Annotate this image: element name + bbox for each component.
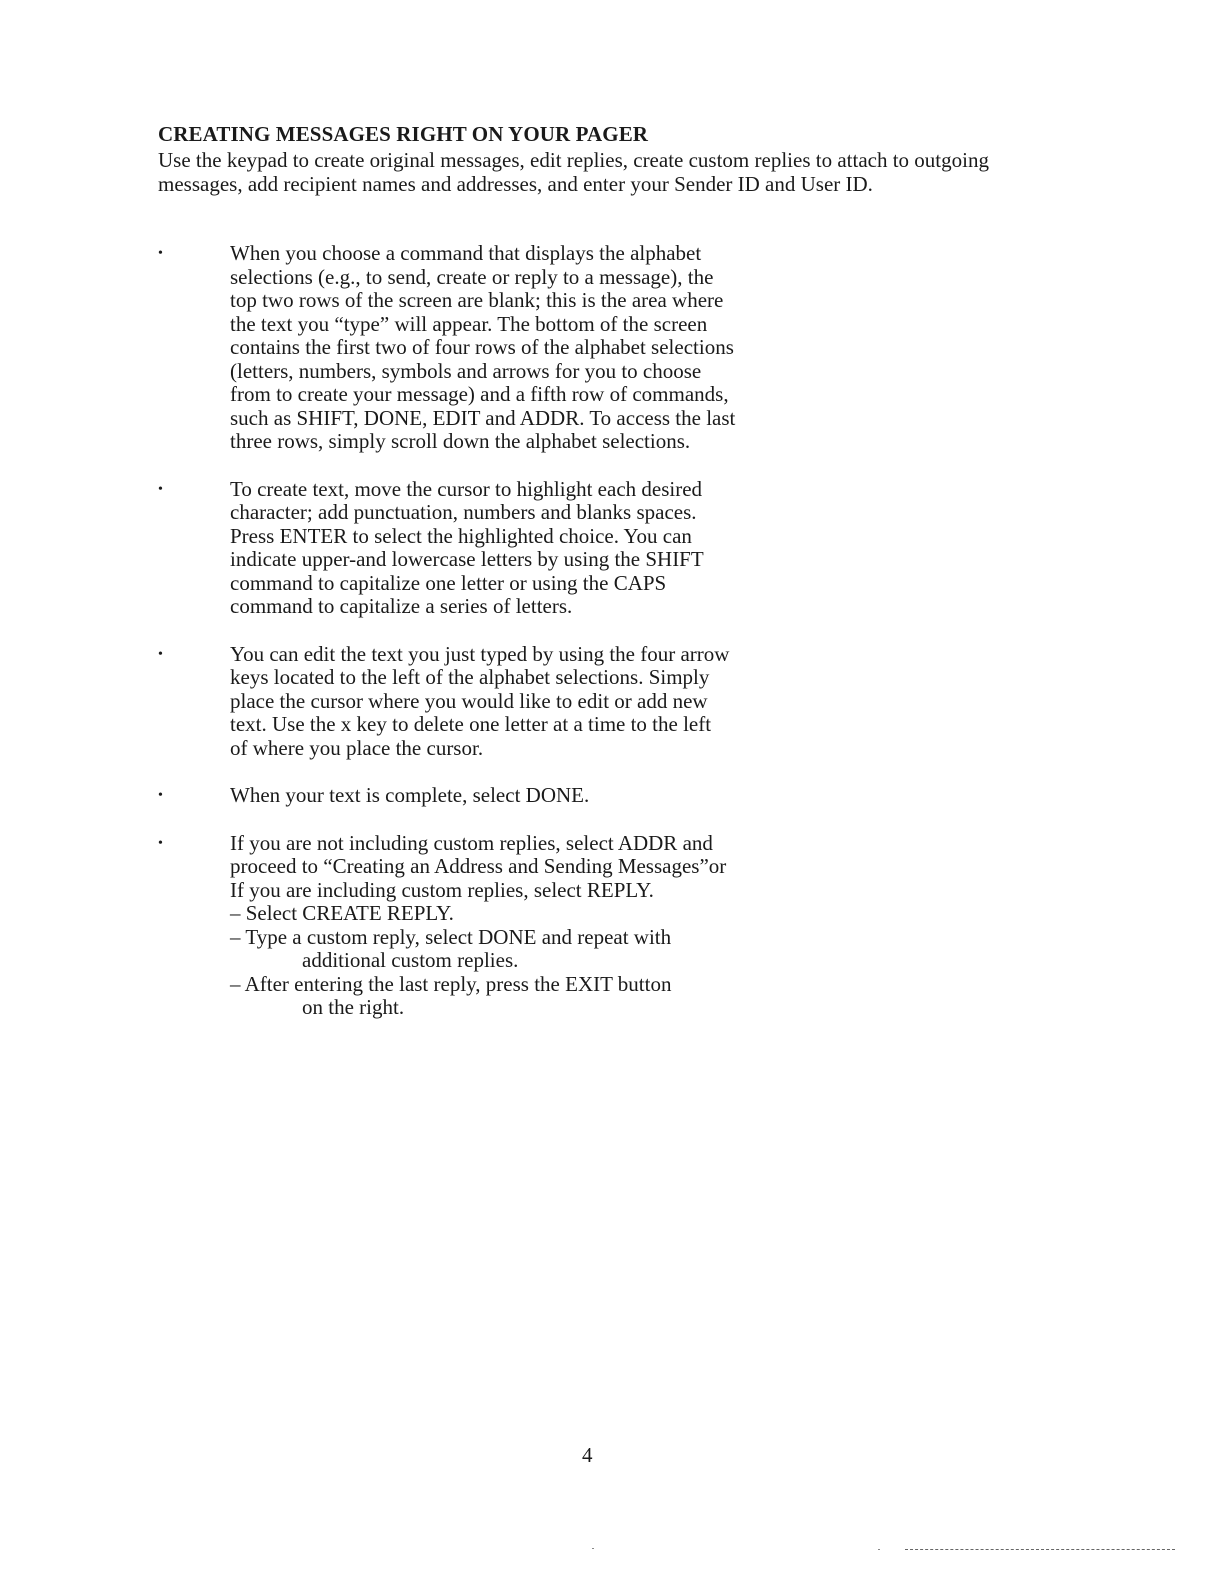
bullet-icon: •	[158, 788, 163, 803]
scan-artifact-speck	[878, 1549, 880, 1550]
instruction-list	[158, 242, 858, 1044]
list-item-text: If you are not including custom replies, select ADDR and proceed to “Creating an Address and Sending Messages”or If you are including custom replies, select REPLY.	[230, 830, 727, 902]
sub-list-item-text: – Select CREATE REPLY.	[230, 901, 454, 925]
sub-list-item-continuation: additional custom replies.	[302, 948, 519, 972]
sub-list-item-text: – After entering the last reply, press the EXIT button	[230, 971, 672, 996]
list-item-text: When you choose a command that displays the alphabet selections (e.g., to send, create or reply to a message), the top two rows of the screen are blank; this is the area where the text you “type” will appear. The bottom of the screen contains the first two of four rows of the alphabet selections (letters, numbers, symbols and arrows for you to choose from to create your message) and a fifth row of commands, such as SHIFT, DONE, EDIT and ADDR. To access the last three rows, simply scroll down the alphabet selections.	[230, 241, 736, 453]
page-number: 4	[582, 1443, 593, 1467]
reply-steps-list	[230, 902, 858, 1020]
list-item	[158, 478, 858, 619]
scan-artifact-speck	[592, 1548, 594, 1549]
list-item-text: When your text is complete, select DONE.	[230, 783, 590, 807]
intro-paragraph: Use the keypad to create original messages, edit replies, create custom replies to attach to outgoing messages, add recipient names and addresses, and enter your Sender ID and User ID.	[158, 148, 989, 196]
sub-list-item	[230, 902, 858, 926]
sub-list-item	[230, 926, 858, 973]
section-heading: CREATING MESSAGES RIGHT ON YOUR PAGER	[158, 122, 649, 146]
sub-list-item-text: – Type a custom reply, select DONE and repeat with	[230, 924, 672, 949]
bullet-icon: •	[158, 481, 163, 497]
bullet-icon: •	[158, 835, 163, 851]
sub-list-item	[230, 973, 858, 1020]
list-item	[158, 643, 858, 761]
list-item	[158, 832, 858, 1020]
list-item	[158, 242, 858, 454]
list-item-text: To create text, move the cursor to highlight each desired character; add punctuation, numbers and blanks spaces. Press ENTER to select the highlighted choice. You can indicate upper-and lowercase letters by using the SHIFT command to capitalize one letter or using the CAPS command to capitalize a series of letters.	[230, 476, 704, 618]
bullet-icon: •	[158, 246, 163, 261]
scan-artifact-line	[905, 1549, 1175, 1550]
list-item-text: You can edit the text you just typed by using the four arrow keys located to the left of the alphabet selections. Simply place the cursor where you would like to edit or add new text. Use the x key to delete one letter at a time to the left of where you place the cursor.	[230, 641, 730, 760]
sub-list-item-continuation: on the right.	[302, 995, 405, 1019]
bullet-icon: •	[158, 646, 163, 662]
list-item	[158, 784, 858, 808]
